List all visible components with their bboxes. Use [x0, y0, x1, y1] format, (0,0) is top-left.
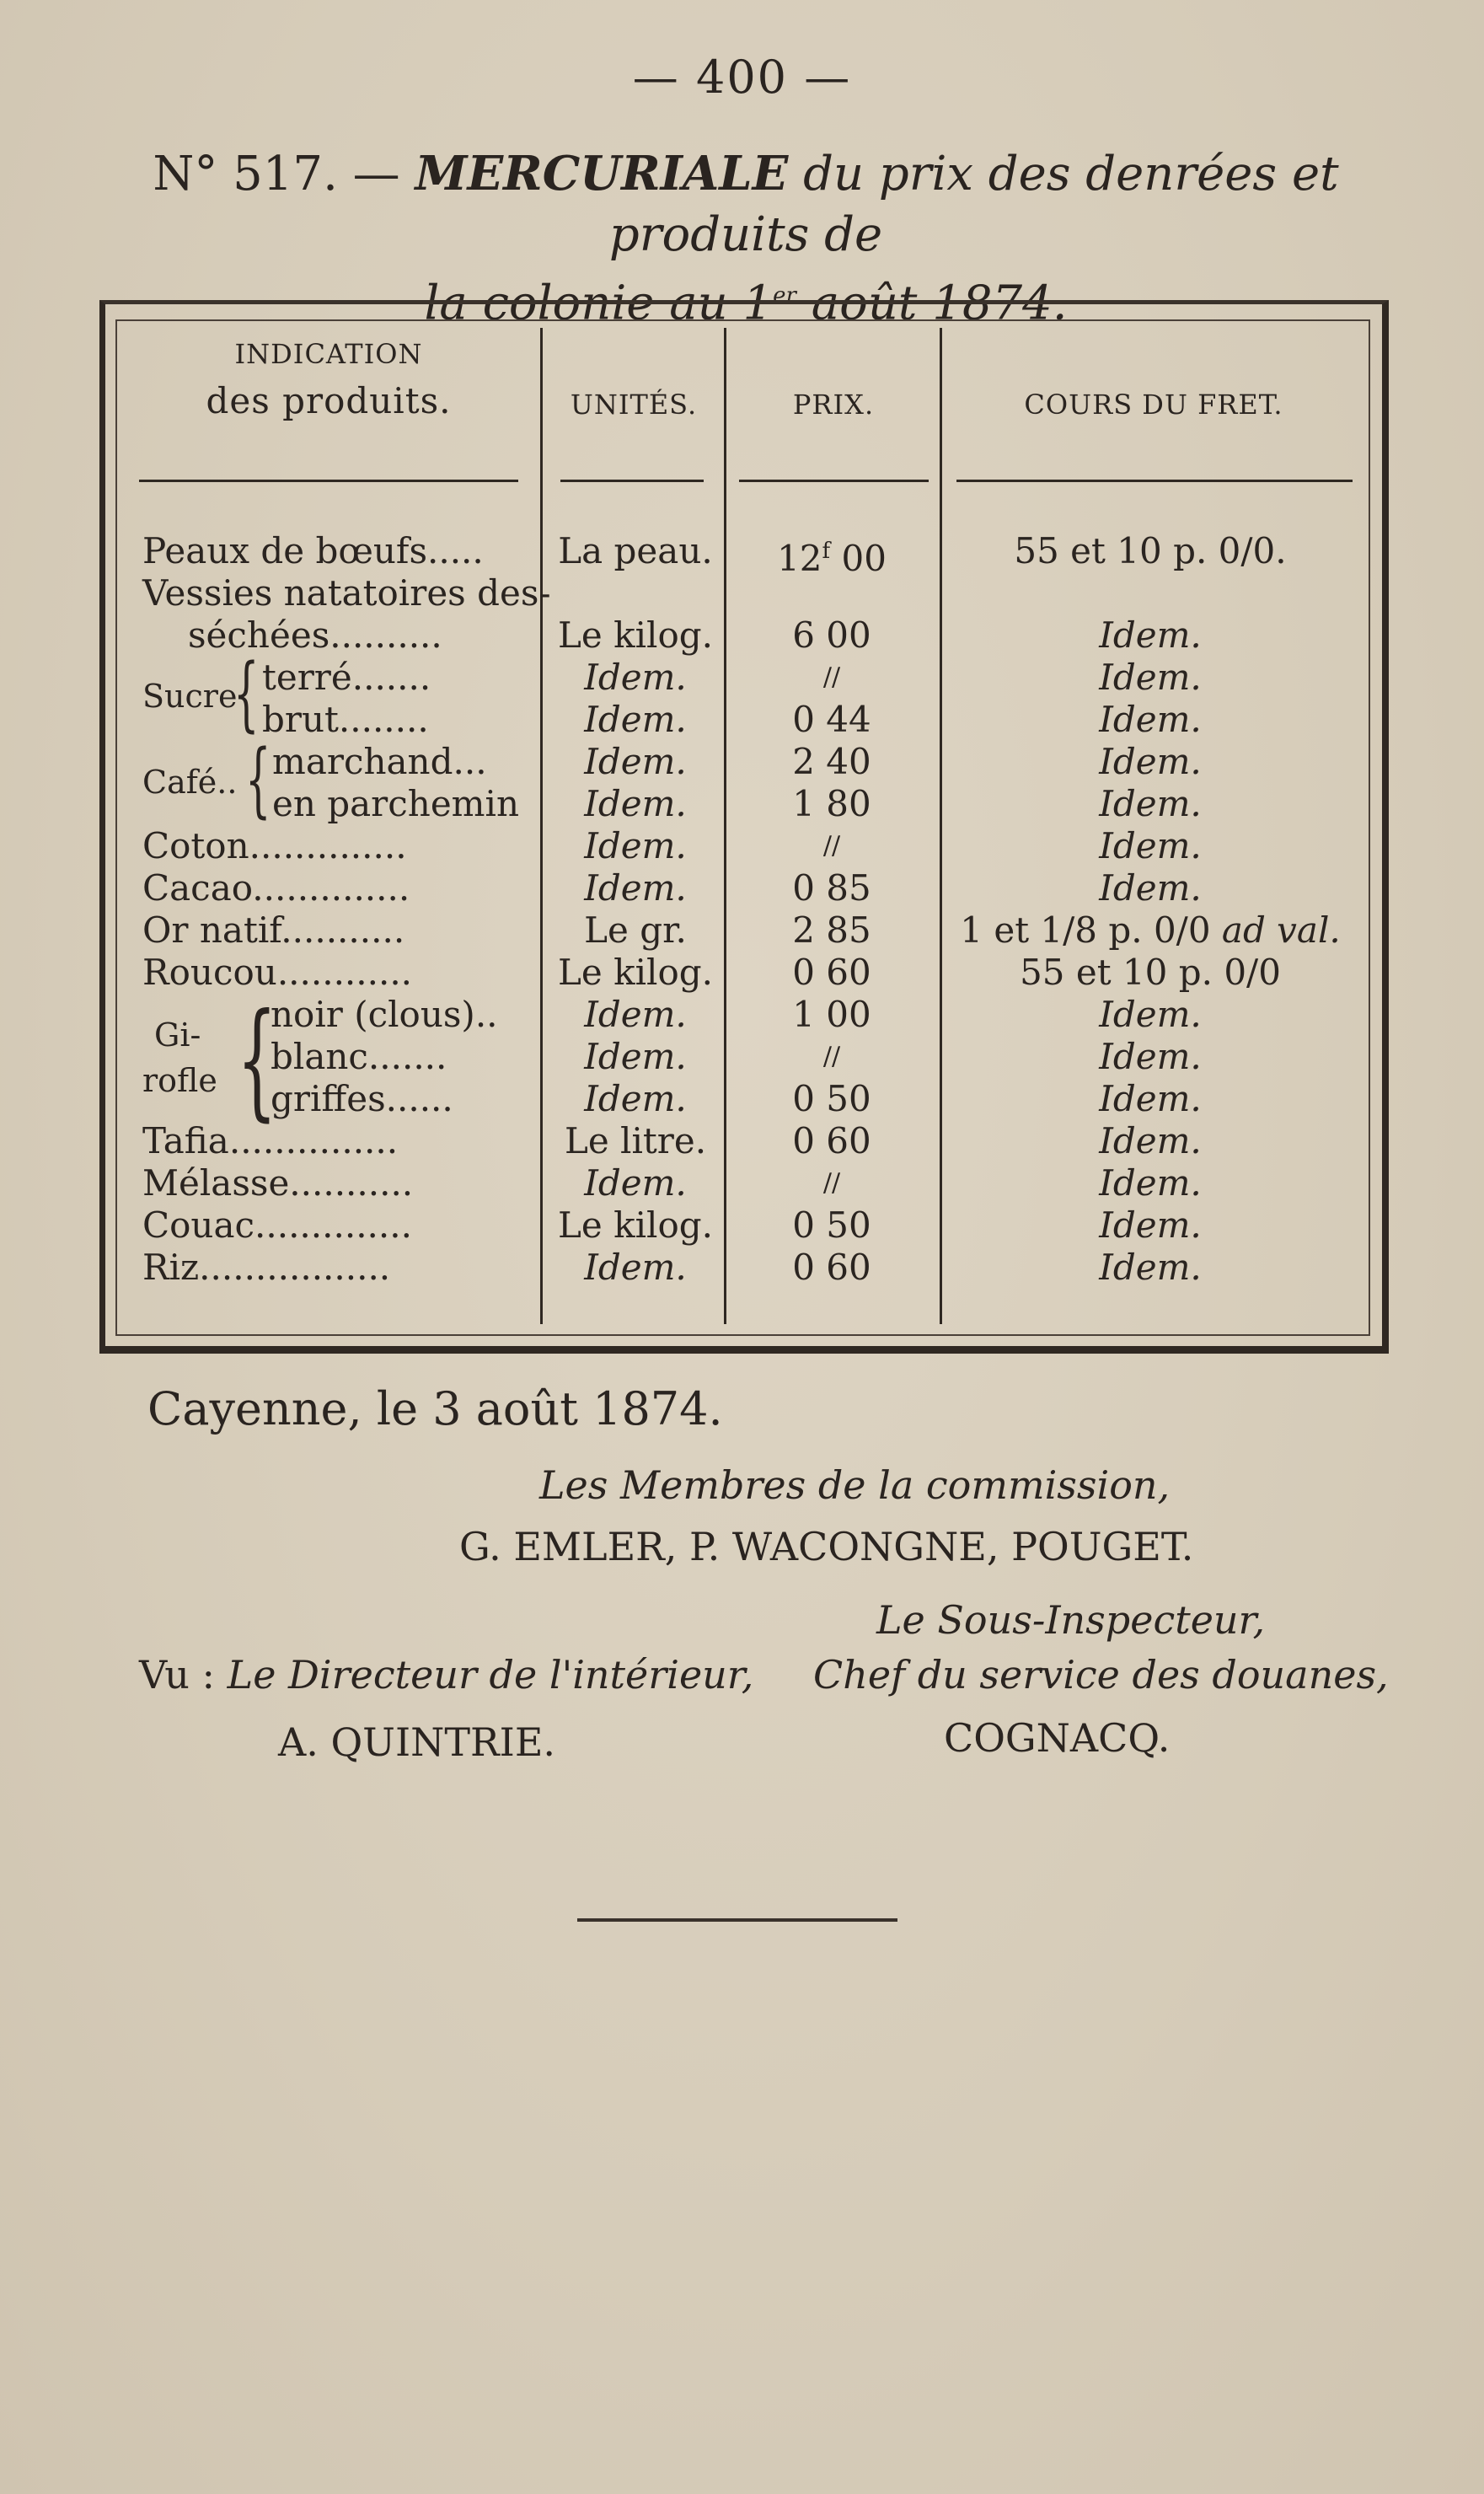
row-product: Coton..............	[142, 825, 407, 866]
row-price: 0 50	[792, 1078, 871, 1119]
row-unit: Idem.	[584, 1036, 687, 1077]
row-fret: Idem.	[1099, 614, 1202, 656]
row-unit: Idem.	[584, 1162, 687, 1204]
row-unit: La peau.	[558, 530, 713, 571]
header-indication-sub: des produits.	[206, 380, 452, 421]
row-product: griffes......	[271, 1078, 453, 1119]
row-fret: Idem.	[1099, 741, 1202, 782]
row-price: //	[822, 1168, 841, 1198]
header-rule-1	[139, 480, 518, 482]
row-product: séchées..........	[188, 614, 442, 656]
row-unit: Le kilog.	[558, 952, 713, 993]
row-price: //	[822, 662, 841, 692]
row-product: Vessies natatoires des-	[142, 572, 551, 614]
chef-douanes-label: Chef du service des douanes,	[813, 1652, 1389, 1698]
chef-name: COGNACQ.	[944, 1715, 1171, 1761]
row-fret: 55 et 10 p. 0/0	[1020, 952, 1281, 993]
row-unit: Idem.	[584, 657, 687, 698]
row-price: //	[822, 1042, 841, 1071]
heading-line2-post: août 1874.	[811, 276, 1068, 331]
vu-line	[139, 1652, 753, 1698]
row-product: Riz.................	[142, 1247, 391, 1288]
row-product: noir (clous)..	[271, 994, 498, 1035]
brace-icon: {	[237, 987, 277, 1134]
row-price: 1 80	[792, 783, 871, 824]
row-price	[731, 530, 933, 580]
row-unit: Idem.	[584, 783, 687, 824]
header-fret: COURS DU FRET.	[1024, 389, 1283, 421]
row-product: Couac..............	[142, 1204, 412, 1246]
fret-rate: 1 et 1/8 p. 0/0	[960, 909, 1222, 951]
brace-icon: {	[233, 646, 260, 741]
group-label-sucre: Sucre	[142, 678, 238, 715]
row-unit: Idem.	[584, 741, 687, 782]
price-unit-sup: f	[822, 539, 831, 564]
row-price: 6 00	[792, 614, 871, 656]
row-fret	[948, 909, 1353, 952]
row-unit: Idem.	[584, 699, 687, 740]
row-price: 0 85	[792, 867, 871, 909]
row-product: Roucou............	[142, 952, 413, 993]
row-fret: Idem.	[1099, 657, 1202, 698]
header-indication: INDICATION	[234, 338, 423, 370]
row-product: blanc.......	[271, 1036, 447, 1077]
row-price: 2 40	[792, 741, 871, 782]
row-price: 0 50	[792, 1204, 871, 1246]
row-fret: Idem.	[1099, 699, 1202, 740]
header-rule-3	[739, 480, 929, 482]
row-unit: Le kilog.	[558, 1204, 713, 1246]
price-cents: 00	[830, 538, 887, 579]
heading-line2-pre: la colonie au 1	[424, 276, 774, 331]
row-price: 0 60	[792, 1120, 871, 1161]
col-divider-1	[540, 328, 543, 1324]
row-fret: Idem.	[1099, 1162, 1202, 1204]
row-fret: Idem.	[1099, 1247, 1202, 1288]
row-price: 0 60	[792, 952, 871, 993]
row-price: 2 85	[792, 909, 871, 951]
price-value: 12	[777, 538, 822, 579]
row-product: Mélasse...........	[142, 1162, 414, 1204]
directeur-name: A. QUINTRIE.	[278, 1719, 556, 1765]
row-fret: Idem.	[1099, 1204, 1202, 1246]
heading-title-bold: MERCURIALE	[415, 146, 789, 201]
heading-line2-sup: er	[773, 283, 796, 308]
row-product: terré.......	[262, 657, 431, 698]
sous-inspecteur-label: Le Sous-Inspecteur,	[876, 1597, 1266, 1643]
row-fret: Idem.	[1099, 1036, 1202, 1077]
header-unites: UNITÉS.	[570, 389, 698, 421]
commission-label: Les Membres de la commission,	[539, 1462, 1171, 1508]
row-unit: Idem.	[584, 867, 687, 909]
row-fret: Idem.	[1099, 825, 1202, 866]
group-label-girofle-2: rofle	[142, 1062, 217, 1099]
row-fret: Idem.	[1099, 867, 1202, 909]
brace-icon: {	[245, 732, 271, 827]
page-number: — 400 —	[632, 51, 852, 104]
heading-title-rest: du prix des denrées et produits de	[608, 147, 1339, 262]
row-price: 1 00	[792, 994, 871, 1035]
header-rule-4	[956, 480, 1353, 482]
row-unit: Le kilog.	[558, 614, 713, 656]
row-product: brut........	[262, 699, 429, 740]
row-unit: Le gr.	[584, 909, 687, 951]
commission-names: G. EMLER, P. WACONGNE, POUGET.	[459, 1524, 1194, 1569]
header-prix: PRIX.	[792, 389, 875, 421]
row-unit: Idem.	[584, 1247, 687, 1288]
row-product: Cacao..............	[142, 867, 410, 909]
col-divider-3	[940, 328, 942, 1324]
row-fret: Idem.	[1099, 783, 1202, 824]
row-fret: 55 et 10 p. 0/0.	[1014, 530, 1287, 571]
row-fret: Idem.	[1099, 1078, 1202, 1119]
row-fret: Idem.	[1099, 994, 1202, 1035]
directeur-label: Le Directeur de l'intérieur,	[227, 1652, 754, 1698]
row-product: Tafia...............	[142, 1120, 399, 1161]
row-product: Peaux de bœufs.....	[142, 530, 484, 571]
row-product: marchand...	[272, 741, 487, 782]
place-date: Cayenne, le 3 août 1874.	[147, 1382, 723, 1435]
decree-number: N° 517. —	[153, 147, 400, 201]
row-unit: Idem.	[584, 994, 687, 1035]
header-rule-2	[560, 480, 704, 482]
row-unit: Idem.	[584, 825, 687, 866]
row-unit: Le litre.	[564, 1120, 707, 1161]
price-table	[99, 300, 1389, 1354]
row-price: //	[822, 831, 841, 861]
group-label-cafe: Café..	[142, 764, 238, 801]
row-price: 0 60	[792, 1247, 871, 1288]
closing-rule	[577, 1918, 897, 1922]
fret-ad-val: ad val.	[1221, 909, 1341, 951]
row-product: Or natif...........	[142, 909, 405, 951]
row-unit: Idem.	[584, 1078, 687, 1119]
row-price: 0 44	[792, 699, 871, 740]
row-product: en parchemin	[272, 783, 519, 824]
row-fret: Idem.	[1099, 1120, 1202, 1161]
group-label-girofle-1: Gi-	[154, 1016, 201, 1054]
vu-label: Vu :	[139, 1652, 216, 1698]
